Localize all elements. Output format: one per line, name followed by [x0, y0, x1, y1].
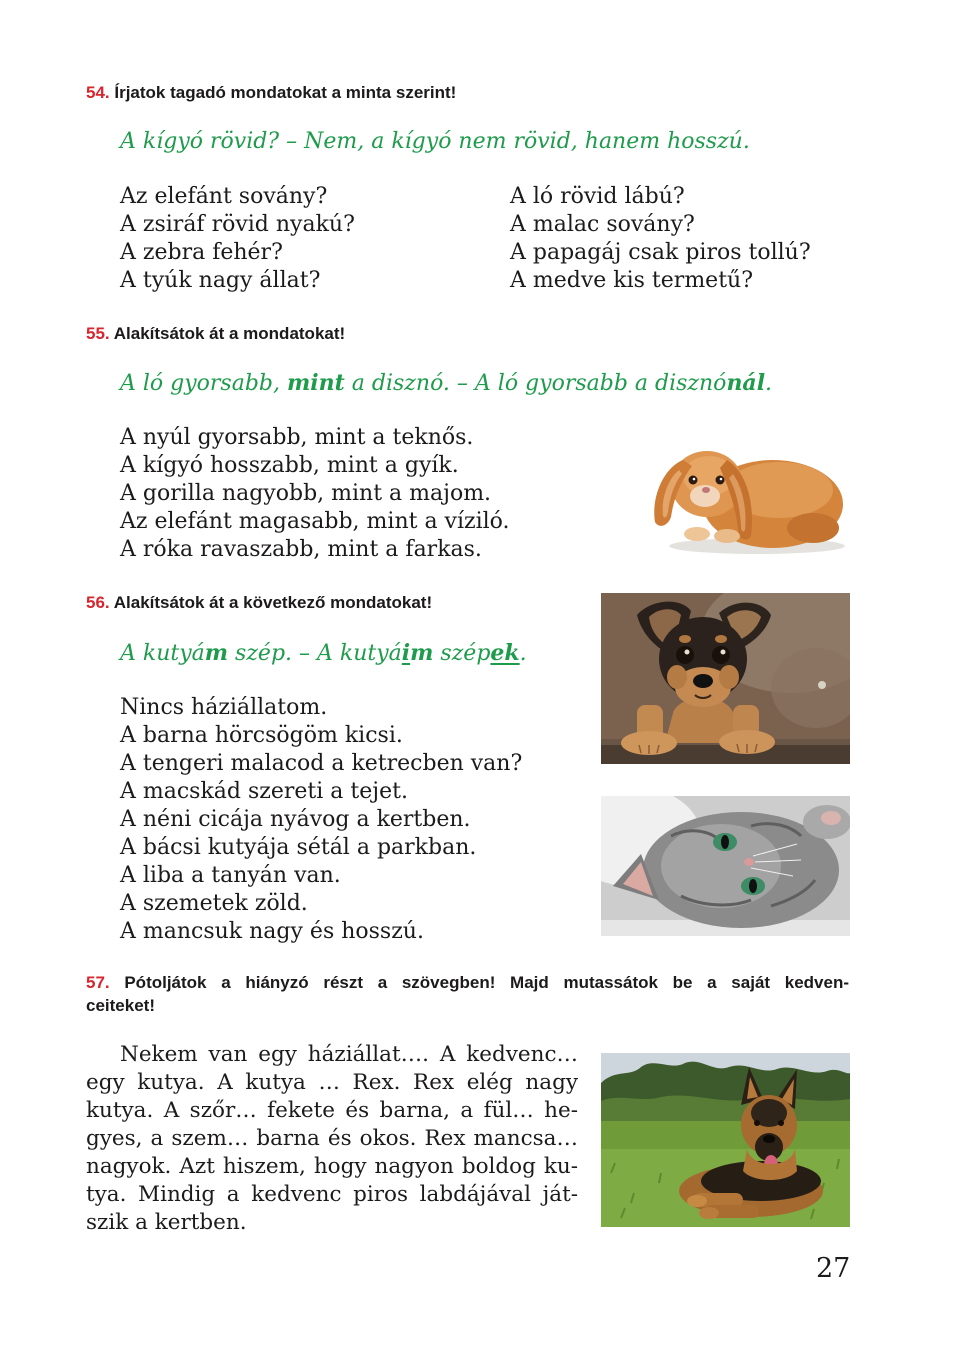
- exercise-instruction: Pótoljátok a hiányzó részt a szövegben! Majd mutassátok be a saját kedven-: [124, 973, 849, 992]
- example-part-bold: mint: [287, 370, 345, 396]
- text-line: Nekem van egy háziállat…. A kedvenc…: [120, 1042, 578, 1067]
- example-part: A ló gyorsabb,: [120, 371, 287, 396]
- sentence-line: A nyúl gyorsabb, mint a teknős.: [120, 425, 474, 450]
- exercise-55-example: [120, 369, 772, 398]
- exercise-56-sentences: [120, 694, 522, 946]
- example-part: szép: [433, 641, 491, 666]
- sentence-line: A kígyó hosszabb, mint a gyík.: [120, 453, 459, 478]
- sentence-line: A mancsuk nagy és hosszú.: [120, 919, 424, 944]
- sentence-line: A liba a tanyán van.: [120, 863, 341, 888]
- example-part-bold: m: [204, 640, 229, 666]
- example-part: .: [765, 371, 773, 396]
- german-shepherd-photo: [601, 1053, 850, 1227]
- exercise-number: 54.: [86, 83, 110, 102]
- exercise-54-example: A kígyó rövid? – Nem, a kígyó nem rövid, hanem hosszú.: [120, 129, 750, 154]
- exercise-instruction: Alakítsátok át a következő mondatokat!: [113, 593, 433, 612]
- text-line: tya. Mindig a kedvenc piros labdájával ját-: [86, 1182, 578, 1207]
- exercise-57-heading-line-1: [86, 973, 849, 993]
- kitten-illustration: [601, 796, 850, 936]
- german-shepherd-illustration: [601, 1053, 850, 1227]
- sentence-line: A gorilla nagyobb, mint a majom.: [120, 481, 492, 506]
- sentence-line: Az elefánt magasabb, mint a víziló.: [120, 509, 510, 534]
- sentence-line: A szemetek zöld.: [120, 891, 308, 916]
- text-line: gyes, a szem… barna és okos. Rex mancsa…: [86, 1126, 578, 1151]
- exercise-54-left-column: [120, 183, 355, 295]
- exercise-57-text: [86, 1041, 578, 1237]
- example-part: .: [519, 641, 527, 666]
- question-line: A malac sovány?: [510, 212, 695, 237]
- puppy-photo: [601, 593, 850, 764]
- sentence-line: A barna hörcsögöm kicsi.: [120, 723, 403, 748]
- sentence-line: A macskád szereti a tejet.: [120, 779, 408, 804]
- text-line: egy kutya. A kutya … Rex. Rex elég nagy: [86, 1070, 578, 1095]
- text-line: szik a kertben.: [86, 1210, 247, 1235]
- kitten-photo: [601, 796, 850, 936]
- example-part-bold: m: [410, 640, 434, 666]
- exercise-55-heading: [86, 324, 345, 344]
- exercise-number: 57.: [86, 973, 110, 992]
- text-line: nagyok. Azt hiszem, hogy nagyon boldog ku-: [86, 1154, 578, 1179]
- question-line: A medve kis termetű?: [510, 268, 753, 293]
- rabbit-illustration: [625, 422, 850, 557]
- question-line: A zebra fehér?: [120, 240, 283, 265]
- exercise-number: 55.: [86, 324, 110, 343]
- question-line: Az elefánt sovány?: [120, 184, 328, 209]
- example-part-bold-underlined: ek: [490, 640, 520, 666]
- question-line: A tyúk nagy állat?: [120, 268, 321, 293]
- question-line: A ló rövid lábú?: [510, 184, 685, 209]
- exercise-57-heading-line-2: ceiteket!: [86, 996, 155, 1015]
- question-line: A zsiráf rövid nyakú?: [120, 212, 355, 237]
- example-part-bold: nál: [726, 370, 766, 396]
- exercise-56-example: [120, 639, 527, 668]
- puppy-illustration: [601, 593, 850, 764]
- exercise-instruction: Írjatok tagadó mondatokat a minta szerint!: [114, 83, 457, 102]
- sentence-line: A néni cicája nyávog a kertben.: [120, 807, 471, 832]
- question-line: A papagáj csak piros tollú?: [510, 240, 811, 265]
- page-number: 27: [816, 1253, 851, 1284]
- example-part: a disznó. – A ló gyorsabb a disznó: [344, 371, 727, 396]
- rabbit-photo: [625, 422, 850, 557]
- exercise-number: 56.: [86, 593, 110, 612]
- sentence-line: Nincs háziállatom.: [120, 695, 328, 720]
- exercise-54-right-column: [510, 183, 811, 295]
- example-part: A kutyá: [120, 641, 205, 666]
- exercise-56-heading: [86, 593, 432, 613]
- text-line: kutya. A szőr… fekete és barna, a fül… he-: [86, 1098, 578, 1123]
- example-part-bold-underlined: i: [401, 640, 411, 666]
- sentence-line: A tengeri malacod a ketrecben van?: [120, 751, 523, 776]
- exercise-instruction: Alakítsátok át a mondatokat!: [113, 324, 346, 343]
- exercise-54-heading: [86, 83, 456, 103]
- sentence-line: A róka ravaszabb, mint a farkas.: [120, 537, 482, 562]
- exercise-55-sentences: [120, 424, 510, 564]
- sentence-line: A bácsi kutyája sétál a parkban.: [120, 835, 477, 860]
- example-part: szép. – A kutyá: [228, 641, 402, 666]
